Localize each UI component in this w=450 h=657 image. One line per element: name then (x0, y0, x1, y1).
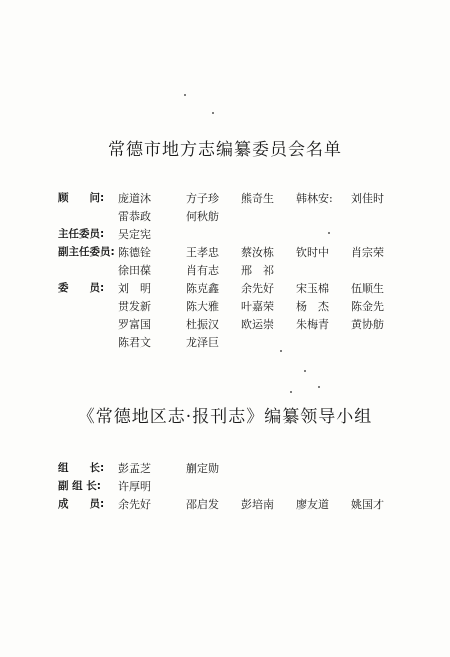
member-name: 杜振汉 (186, 318, 219, 331)
scan-speck (212, 112, 214, 114)
role-label: 委 员: (58, 282, 105, 294)
member-name: 陈大雅 (186, 300, 219, 313)
member-name: 蒯定勋 (186, 462, 219, 475)
scan-speck (290, 391, 292, 393)
member-name: 彭培南 (241, 498, 274, 511)
member-name: 欧运崇 (241, 318, 274, 331)
member-name: 吴定宪 (118, 228, 151, 241)
role-label: 顾 问: (58, 192, 105, 204)
member-name: 叶嘉荣 (241, 300, 274, 313)
scan-speck (318, 386, 320, 388)
member-name: 罗富国 (118, 318, 151, 331)
member-name: 何秋舫 (186, 210, 219, 223)
member-name: 宋玉棉 (296, 282, 329, 295)
member-name: 廖友道 (296, 498, 329, 511)
member-name: 余先好 (241, 282, 274, 295)
committee-title: 常德市地方志编纂委员会名单 (108, 140, 342, 160)
role-label: 组 长: (58, 462, 105, 474)
member-name: 王孝忠 (186, 246, 219, 259)
role-label: 副 组 长: (58, 480, 102, 492)
member-name: 陈君文 (118, 336, 151, 349)
member-name: 蔡汝栋 (241, 246, 274, 259)
member-name: 熊奇生 (241, 192, 274, 205)
member-name: 方子珍 (186, 192, 219, 205)
member-name: 姚国才 (351, 498, 384, 511)
member-name: 伍顺生 (351, 282, 384, 295)
member-name: 贯发新 (118, 300, 151, 313)
role-label: 成 员: (58, 498, 105, 510)
member-name: 徐田葆 (118, 264, 151, 277)
scan-speck (328, 232, 330, 234)
scan-speck (280, 350, 282, 352)
member-name: 许厚明 (118, 480, 151, 493)
member-name: 朱梅青 (296, 318, 329, 331)
member-name: 雷恭政 (118, 210, 151, 223)
member-name: 庞道沐 (118, 192, 151, 205)
member-name: 杨 杰 (296, 300, 329, 313)
member-name: 刘佳时 (351, 192, 384, 205)
member-name: 邵启发 (186, 498, 219, 511)
member-name: 陈金先 (351, 300, 384, 313)
member-name: 肖有志 (186, 264, 219, 277)
member-name: 彭孟芝 (118, 462, 151, 475)
scan-speck (184, 94, 186, 96)
member-name: 邢 祁 (241, 264, 274, 277)
role-label: 主任委员: (58, 228, 105, 240)
member-name: 刘 明 (118, 282, 151, 295)
member-name: 肖宗荣 (351, 246, 384, 259)
member-name: 龙泽巨 (186, 336, 219, 349)
member-name: 陈克鑫 (186, 282, 219, 295)
member-name: 钦时中 (296, 246, 329, 259)
leadership-title: 《常德地区志·报刊志》编纂领导小组 (77, 407, 373, 427)
role-label: 副主任委员: (58, 246, 115, 258)
member-name: 余先好 (118, 498, 151, 511)
scan-speck (304, 370, 306, 372)
member-name: 黄协舫 (351, 318, 384, 331)
member-name: 陈德铨 (118, 246, 151, 259)
member-name: 韩林安: (296, 192, 333, 205)
